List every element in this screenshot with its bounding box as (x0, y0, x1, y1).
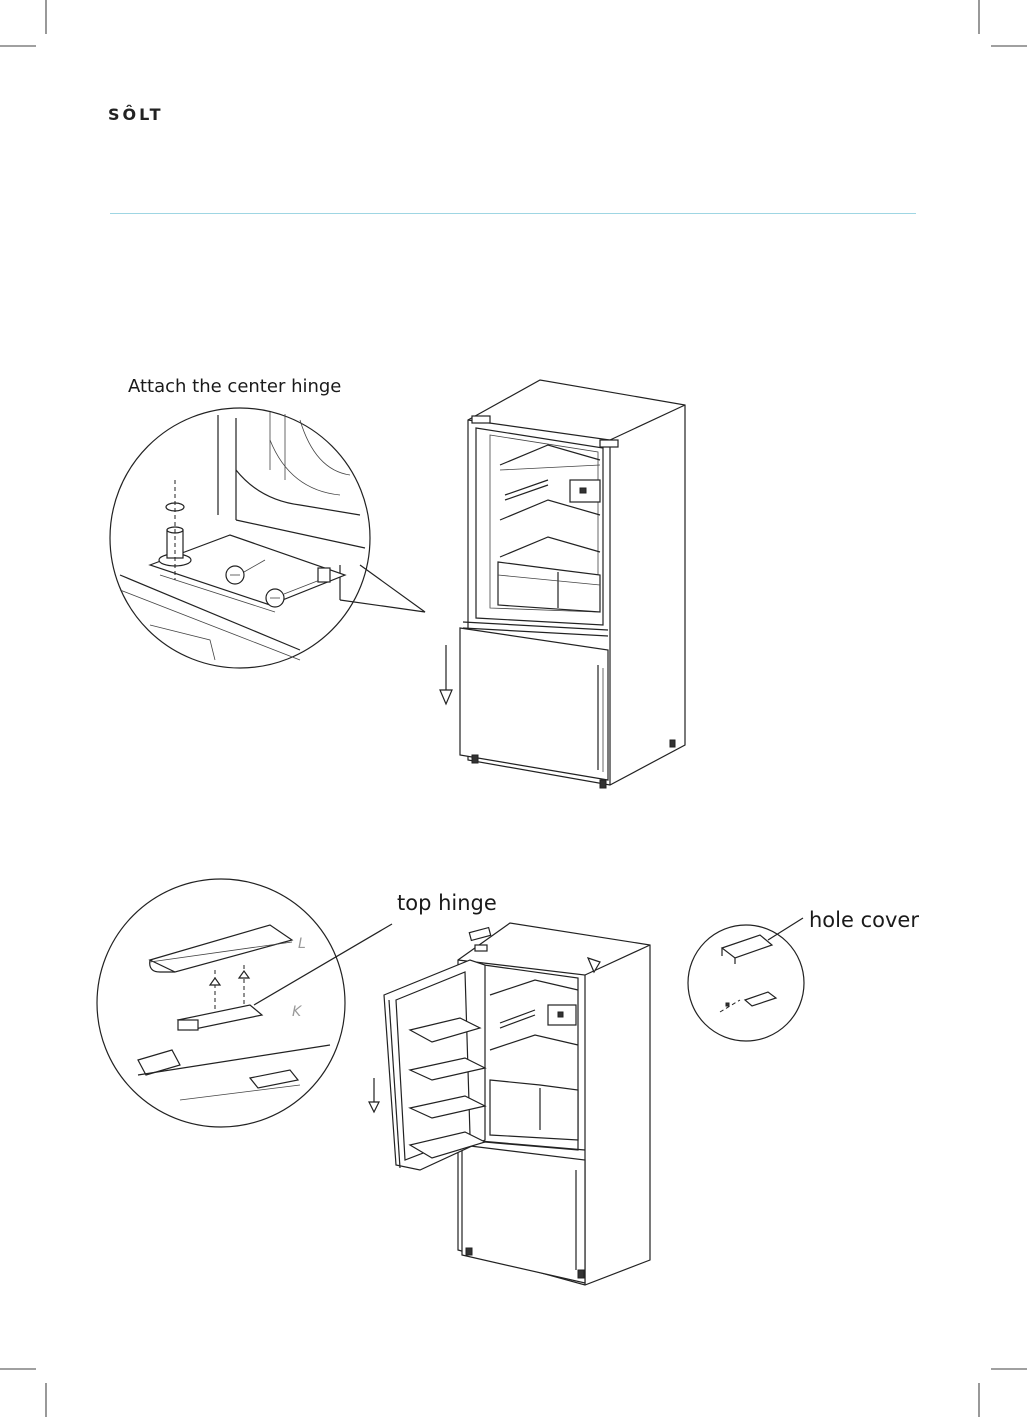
brand-logo: SÔLT (108, 105, 164, 124)
svg-text:K: K (292, 1004, 302, 1020)
svg-text:L: L (298, 936, 306, 952)
hole-cover-label: hole cover (809, 908, 919, 932)
step1-label: Attach the center hinge (128, 376, 342, 397)
top-hinge-label: top hinge (397, 891, 497, 915)
